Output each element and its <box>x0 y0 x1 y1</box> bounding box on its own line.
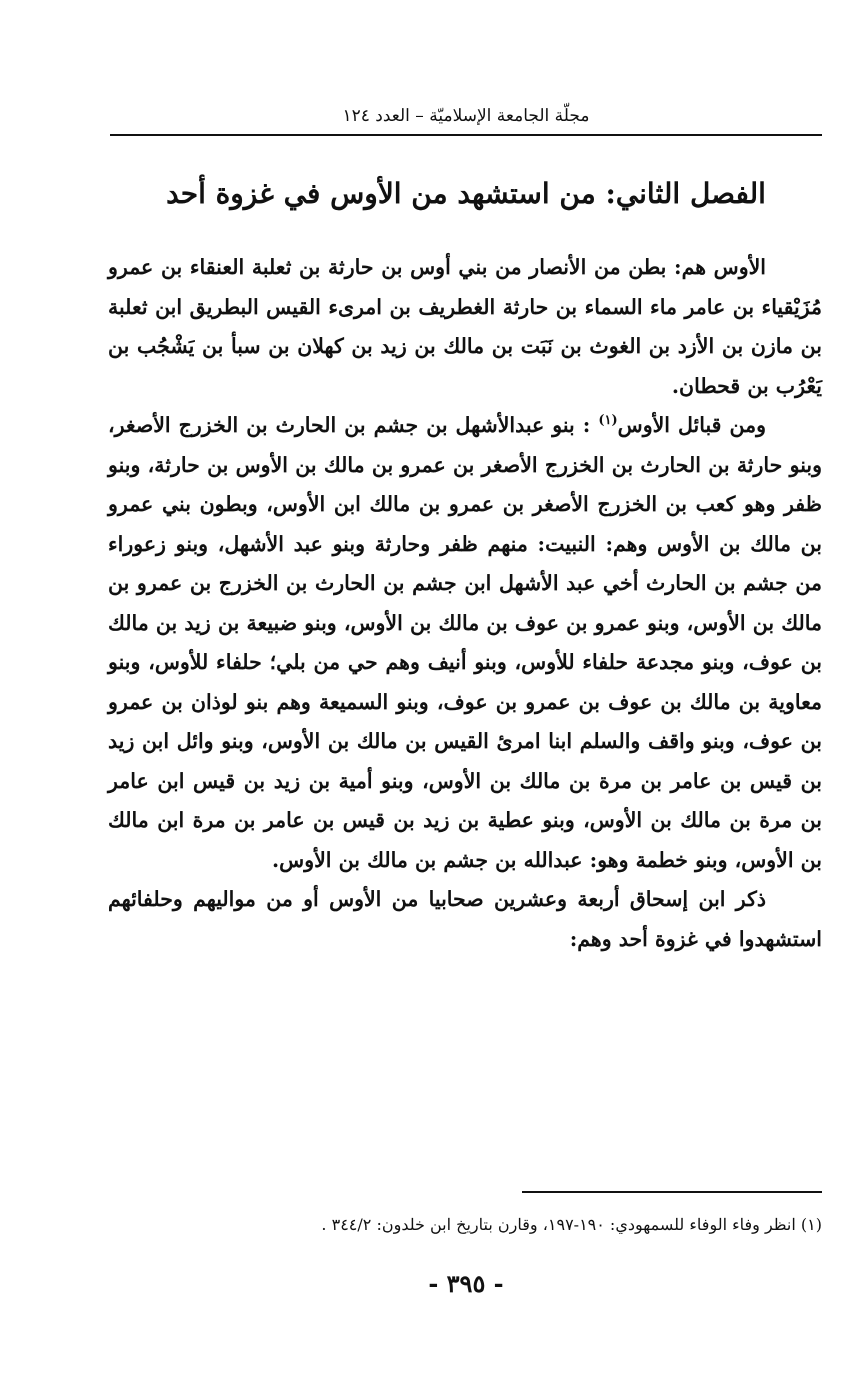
paragraph-aws-tribes <box>108 406 822 880</box>
footnote-divider <box>522 1191 822 1193</box>
paragraph-aws-lineage: الأوس هم: بطن من الأنصار من بني أوس بن حارثة بن ثعلبة العنقاء بن عمرو مُزَيْقياء بن عامر ماء السماء بن حارثة الغطريف بن امرىء القيس البطريق ابن ثعلبة بن مازن بن الأزد بن الغوث بن نَبَت بن مالك بن زيد بن كهلان بن سبأ بن يَشْجُب بن يَعْرُب بن قحطان. <box>108 255 822 398</box>
running-header: مجلّة الجامعة الإسلاميّة – العدد ١٢٤ <box>342 106 590 126</box>
page-number: - ٣٩٥ - <box>428 1269 504 1298</box>
paragraph-body: : بنو عبدالأشهل بن جشم بن الحارث بن الخزرج الأصغر، وبنو حارثة بن الحارث بن الخزرج الأصغر بن عمرو بن مالك بن الأوس بن حارثة، وبنو ظفر وهو كعب بن الخزرج الأصغر بن عمرو بن مالك ابن الأوس، وبطون بني عمرو بن مالك بن الأوس وهم: النبيت: منهم ظفر وحارثة وبنو عبد الأشهل، وبنو زعوراء من جشم بن الحارث أخي عبد الأشهل ابن جشم بن الحارث بن الخزرج بن عمرو بن مالك بن الأوس، وبنو عمرو بن عوف بن مالك بن الأوس، وبنو ضبيعة بن زيد بن مالك بن عوف، وبنو مجدعة حلفاء للأوس، وبنو أنيف وهم حي من بلي؛ حلفاء للأوس، وبنو معاوية بن مالك بن عوف بن عمرو بن عوف، وبنو السميعة وهم بنو لوذان بن عمرو بن عوف، وبنو واقف والسلم ابنا امرئ القيس بن مالك بن الأوس، وبنو وائل ابن زيد بن قيس بن عامر بن مرة بن مالك بن الأوس، وبنو أمية بن زيد بن قيس ابن عامر بن مرة بن مالك بن الأوس، وبنو عطية بن زيد بن قيس بن عامر بن مرة ابن مالك بن الأوس، وبنو خطمة وهو: عبدالله بن جشم بن مالك بن الأوس. <box>108 413 822 872</box>
paragraph-lead: ومن قبائل الأوس <box>617 413 766 437</box>
footnote-reference[interactable]: (١) <box>598 413 618 429</box>
chapter-title: الفصل الثاني: من استشهد من الأوس في غزوة أحد <box>166 177 766 210</box>
body-text <box>108 248 822 959</box>
paragraph-martyrs-intro: ذكر ابن إسحاق أربعة وعشرين صحابيا من الأوس أو من مواليهم وحلفائهم استشهدوا في غزوة أحد وهم: <box>108 887 822 951</box>
header-divider <box>110 134 822 136</box>
footnote: (١) انظر وفاء الوفاء للسمهودي: ١٩٠-١٩٧، وقارن بتاريخ ابن خلدون: ٣٤٤/٢ . <box>321 1215 822 1234</box>
